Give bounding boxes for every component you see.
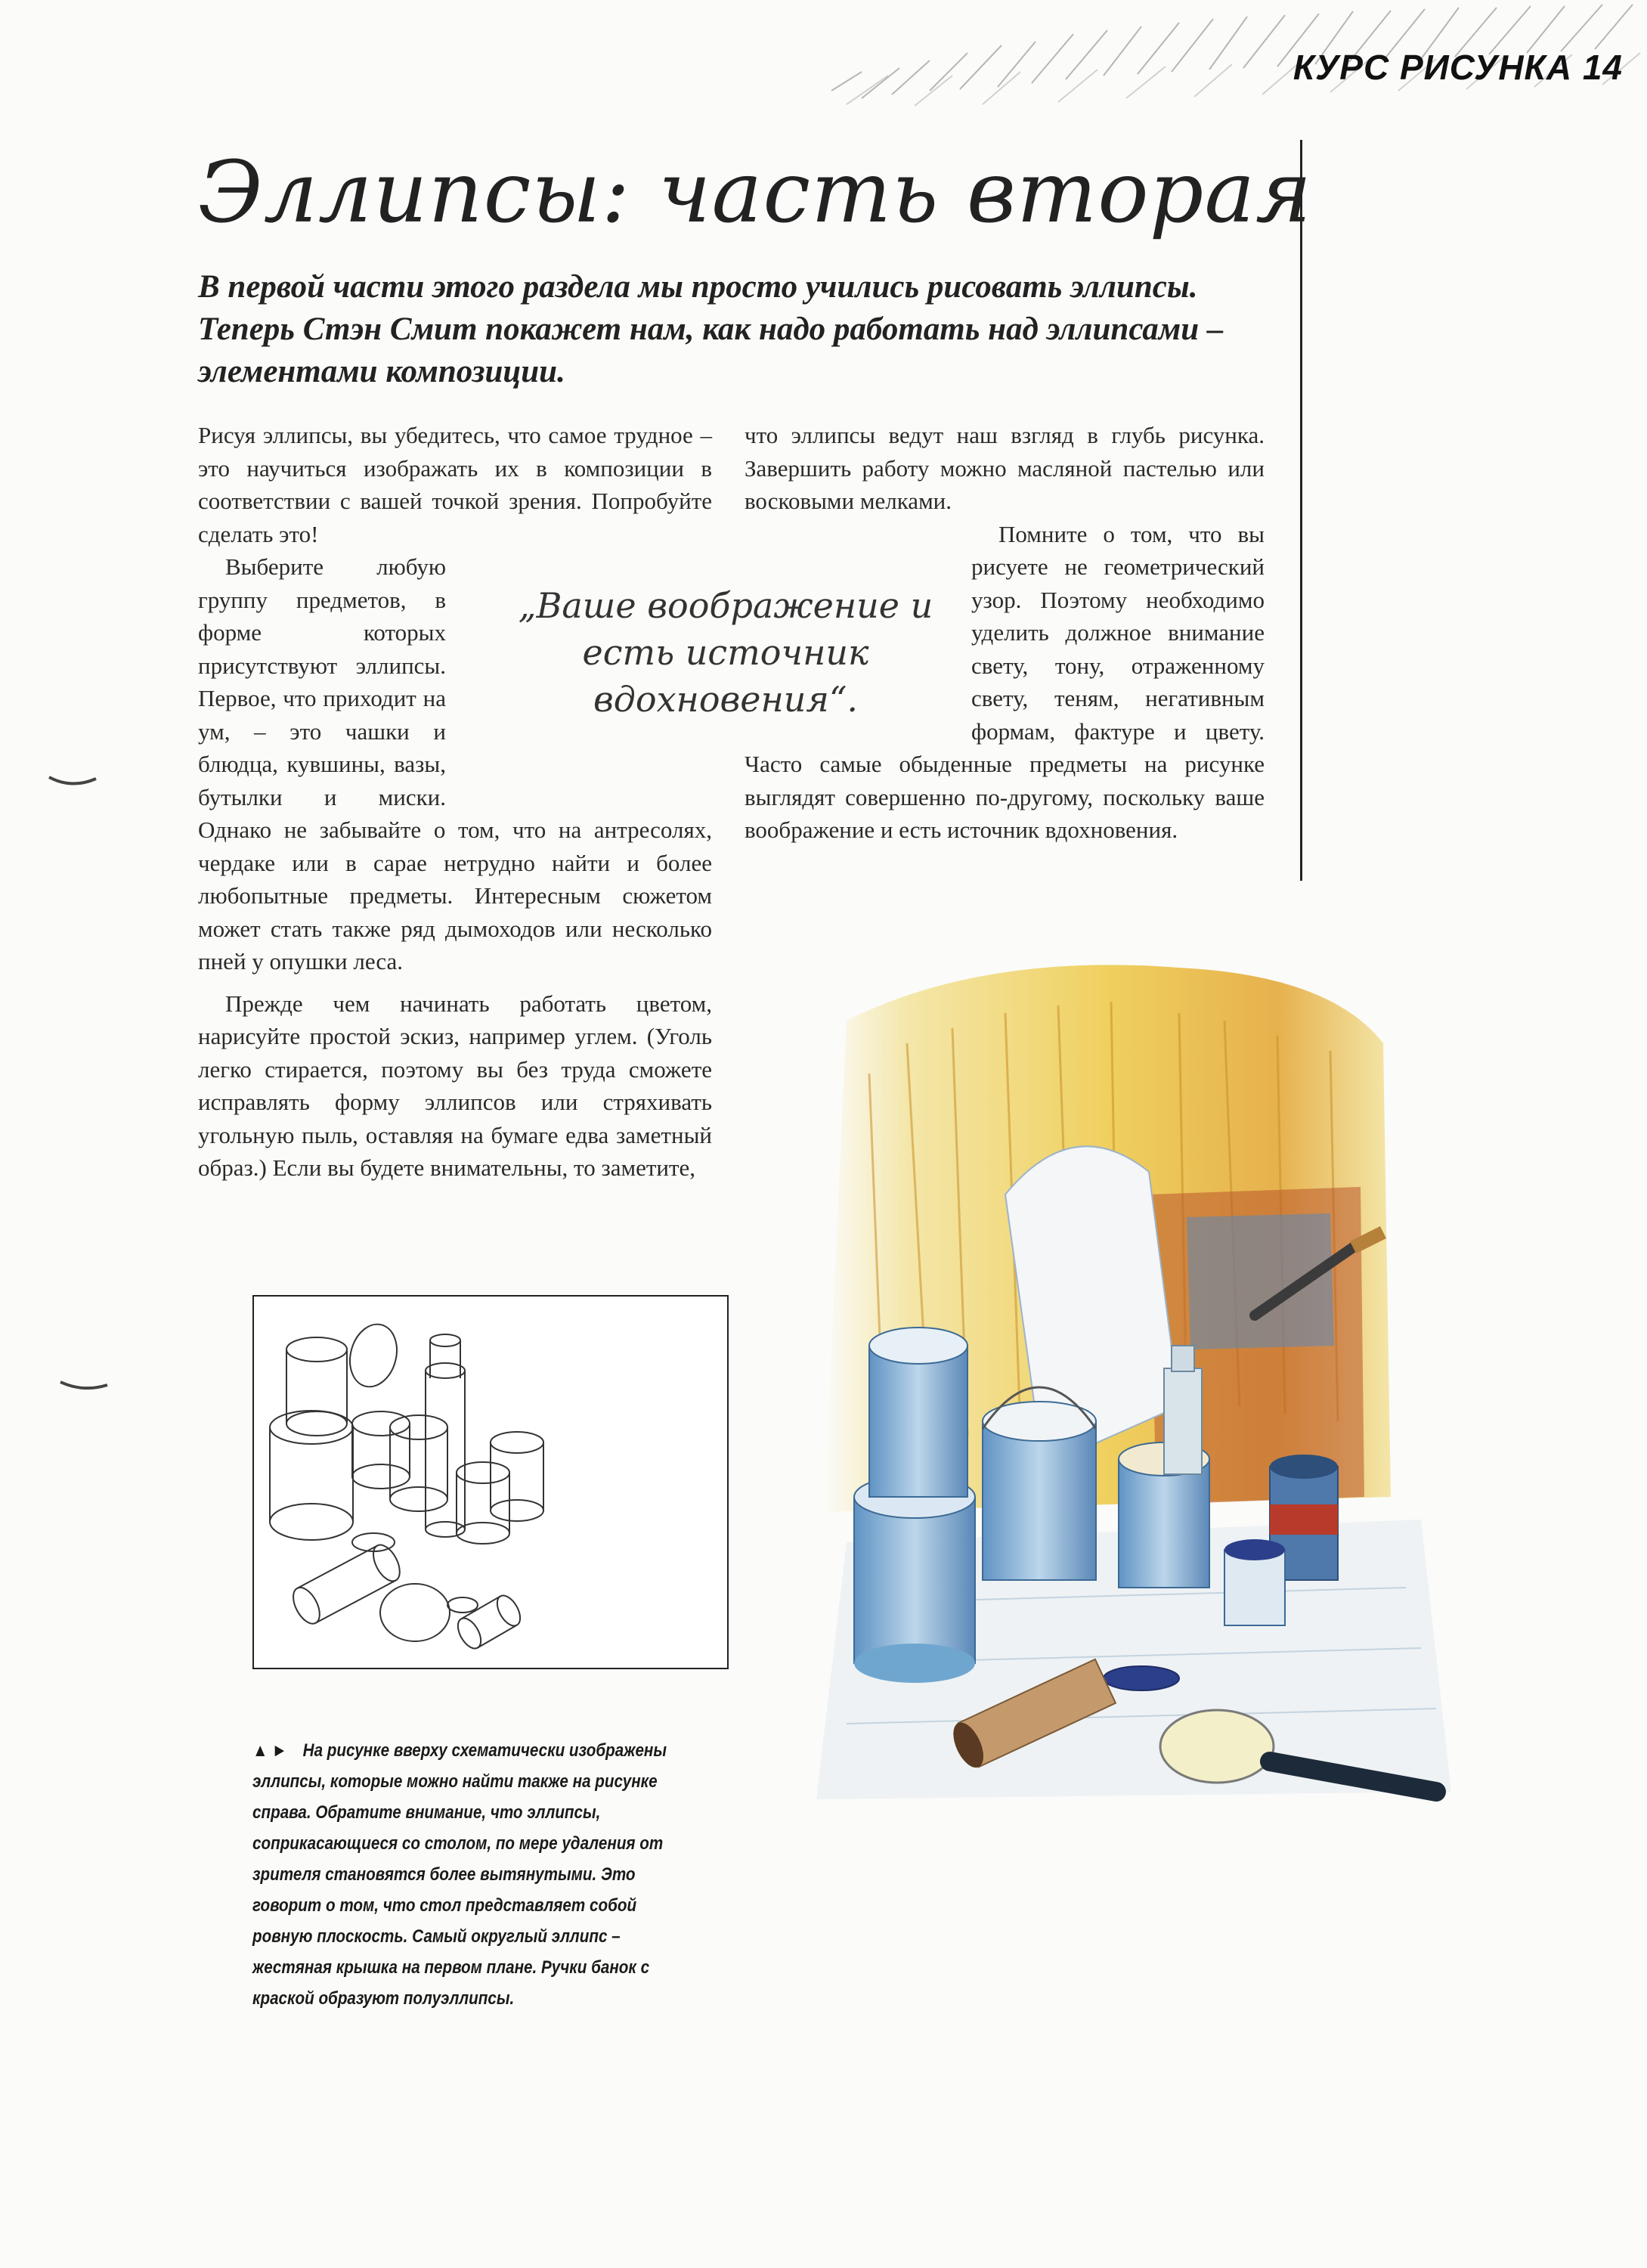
paragraph: Помните о том, что вы рисуете не геометрический узор. Поэтому необходимо уделить должное внимание свету, тону, отраженному свету, теням, негативным формам, фактуре и цвету. Часто самые обыденные предметы на рисунке выглядят совершенно по-другому, поскольку ваше воображение и есть источник вдохновения. (745, 520, 1265, 843)
paragraph: Рисуя эллипсы, вы убедитесь, что самое трудное – это научиться изображать их в композиции в соответствии с вашей точкой зрения. Попробуйте сделать это! (198, 422, 712, 547)
column-divider (1300, 140, 1302, 881)
article-lead: В первой части этого раздела мы просто учились рисовать эллипсы. Теперь Стэн Смит покажет нам, как надо работать над эллипсами – элементами композиции. (198, 269, 1224, 389)
margin-mark (42, 764, 102, 794)
caption-arrows: ▲► (252, 1740, 292, 1761)
paragraph: что эллипсы ведут наш взгляд в глубь рисунка. Завершить работу можно масляной пастелью или восковыми мелками. (745, 422, 1265, 514)
paragraph: Выберите любую группу предметов, в форме которых присутствуют эллипсы. Первое, что приходит на ум, – это чашки и блюдца, кувшины, вазы, бутылки и миски. Однако не забывайте о том, что на антресолях, чердаке или в сарае нетрудно найти и более любопытные предметы. Интересным сюжетом может стать также ряд дымоходов или несколько пней у опушки леса. (198, 553, 712, 974)
article-title: Эллипсы: часть вторая (198, 144, 1313, 242)
still-life-painting (756, 922, 1466, 1807)
pull-quote: „Ваше воображение и есть источник вдохновения“. (518, 585, 933, 720)
ellipse-diagram (252, 1295, 729, 1669)
margin-mark (53, 1368, 113, 1399)
text-column-left (198, 419, 712, 1185)
paragraph: Прежде чем начинать работать цветом, нарисуйте простой эскиз, например углем. (Уголь легко стирается, поэтому вы без труда сможете исправлять форму эллипсов или стряхивать угольную пыль, оставляя на бумаге едва заметный образ.) Если вы будете внимательны, то заметите, (198, 990, 712, 1181)
figure-caption (252, 1735, 676, 2014)
caption-text: На рисунке вверху схематически изображены эллипсы, которые можно найти также на рисунке справа. Обратите внимание, что эллипсы, соприкасающиеся со столом, по мере удаления от зрителя становятся более вытянутыми. Это говорит о том, что стол представляет собой ровную плоскость. Самый округлый эллипс – жестяная крышка на первом плане. Ручки банок с краской образуют полуэллипсы. (252, 1740, 667, 2009)
course-label: КУРС РИСУНКА 14 (1293, 48, 1623, 87)
